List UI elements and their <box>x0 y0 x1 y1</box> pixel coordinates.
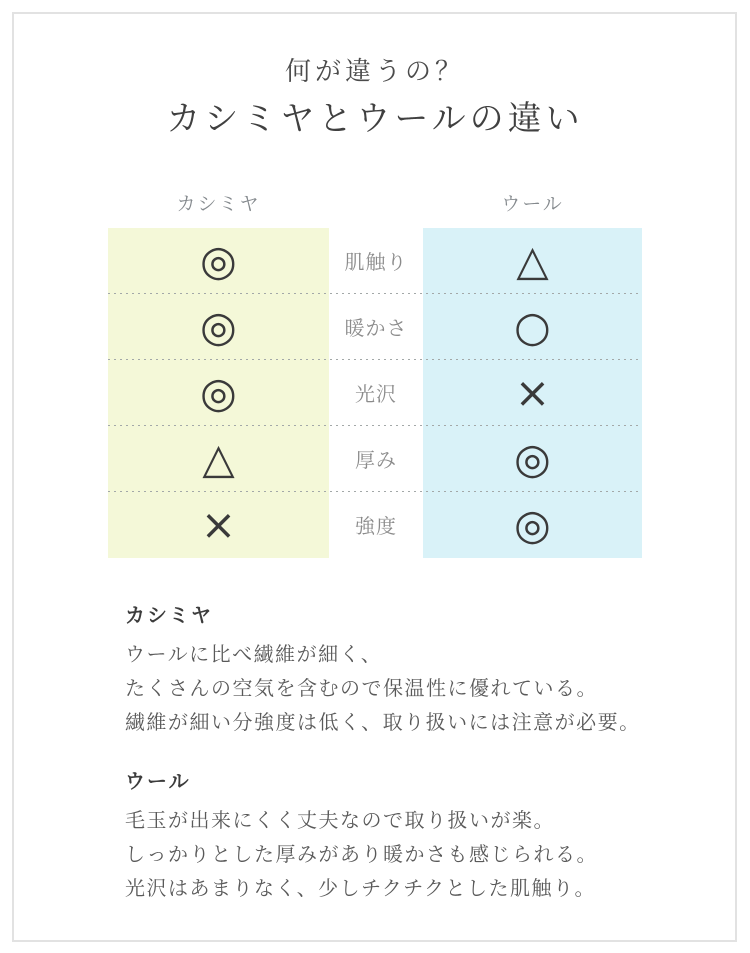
column-header-wool: ウール <box>501 193 564 215</box>
rating-symbol: △ <box>202 433 235 483</box>
row-label: 肌触り <box>329 228 423 294</box>
description-line: 光沢はあまりなく、少しチクチクとした肌触り。 <box>125 877 596 900</box>
rating-symbol: △ <box>516 235 549 285</box>
section-body <box>125 638 642 740</box>
row-label: 暖かさ <box>329 294 423 360</box>
rating-symbol: ◎ <box>514 433 551 483</box>
section-heading: ウール <box>125 770 191 793</box>
cashmere-rating-cell <box>108 294 329 360</box>
table-row <box>108 294 642 360</box>
wool-rating-cell <box>423 360 642 426</box>
section-heading: カシミヤ <box>125 604 213 627</box>
cashmere-rating-cell <box>108 360 329 426</box>
cashmere-rating-cell <box>108 426 329 492</box>
column-header-spacer <box>329 194 423 216</box>
table-row <box>108 426 642 492</box>
row-label: 厚み <box>329 426 423 492</box>
description-line: たくさんの空気を含むので保温性に優れている。 <box>125 677 598 700</box>
section-cashmere <box>125 604 642 740</box>
column-headers <box>108 194 642 216</box>
column-header-cashmere: カシミヤ <box>176 193 261 215</box>
rating-symbol: ◎ <box>200 367 237 417</box>
section-wool <box>125 770 642 906</box>
rating-symbol: ◎ <box>200 301 237 351</box>
description-line: 毛玉が出来にくく丈夫なので取り扱いが楽。 <box>125 809 555 832</box>
row-label: 光沢 <box>329 360 423 426</box>
title-block <box>0 0 750 138</box>
row-label: 強度 <box>329 492 423 558</box>
description-sections <box>108 604 642 906</box>
page-title: カシミヤとウールの違い <box>166 100 584 138</box>
description-line: 繊維が細い分強度は低く、取り扱いには注意が必要。 <box>125 711 641 734</box>
cashmere-rating-cell <box>108 228 329 294</box>
rating-symbol: × <box>200 499 237 549</box>
description-line: しっかりとした厚みがあり暖かさも感じられる。 <box>125 843 598 866</box>
table-row <box>108 492 642 558</box>
rating-symbol: × <box>514 367 551 417</box>
table-row <box>108 360 642 426</box>
page-subtitle: 何が違うの？ <box>284 57 465 86</box>
wool-rating-cell <box>423 294 642 360</box>
rating-symbol: ○ <box>514 301 551 351</box>
description-line: ウールに比べ繊維が細く、 <box>125 643 383 666</box>
rating-symbol: ◎ <box>514 499 551 549</box>
section-body <box>125 804 642 906</box>
wool-rating-cell <box>423 228 642 294</box>
cashmere-rating-cell <box>108 492 329 558</box>
rating-symbol: ◎ <box>200 235 237 285</box>
table-row <box>108 228 642 294</box>
comparison-table <box>108 228 642 558</box>
wool-rating-cell <box>423 426 642 492</box>
wool-rating-cell <box>423 492 642 558</box>
